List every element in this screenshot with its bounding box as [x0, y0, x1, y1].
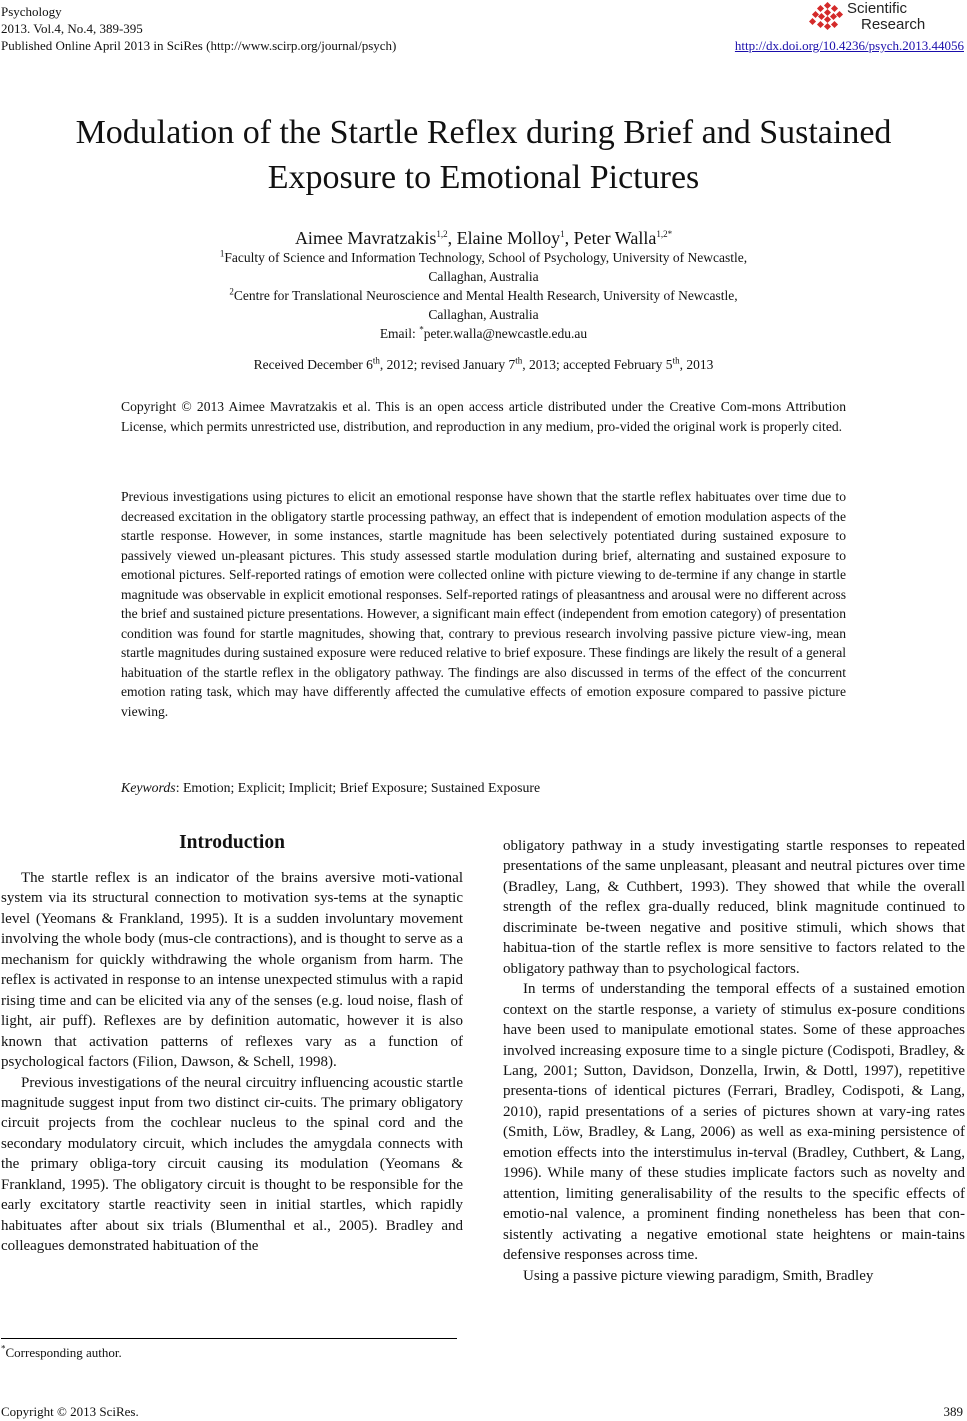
copyright-notice: Copyright © 2013 Aimee Mavratzakis et al. This is an open access article distributed under the Creative Com-mons Attribution License, which permits unrestricted use, distribution, and reproduction in any medium, pro-vided the original work is properly cited.: [121, 399, 846, 434]
email-label: Email:: [379, 326, 420, 341]
received-part-3: , 2013; accepted February 5: [522, 357, 673, 372]
page-number: 389: [943, 1404, 963, 1419]
intro-paragraph-1: The startle reflex is an indicator of the brains aversive moti-vational system via its structural connection to motivation sys-tems at the synaptic level (Yeomans & Frankland, 1995). It is a sudden involuntary movement involving the whole body (mus-cle contractions), and is thought to serve as a mechanism for quickly withdrawing the whole organism from harm. The reflex is activated in response to an intense unexpected stimulus with a rapid rising time and can be elicited via any of the senses (e.g. loud noise, flash of light, air puff). Reflexes are by definition automatic, however it is also known that activation patterns of reflexes vary as a function of psychological factors (Filion, Dawson, & Schell, 1998).: [1, 870, 463, 1071]
title-line-1: Modulation of the Startle Reflex during Brief and Sustained: [75, 114, 892, 151]
received-part-2: , 2012; revised January 7: [379, 357, 516, 372]
footnote-text: Corresponding author.: [5, 1345, 122, 1360]
logo-text-2: Research: [861, 16, 926, 33]
affiliation-2-line-2: Callaghan, Australia: [428, 307, 539, 322]
received-sup-1: th: [372, 355, 380, 366]
keywords-label: Keywords: [121, 780, 176, 795]
right-paragraph-3: Using a passive picture viewing paradigm, Smith, Bradley: [523, 1267, 874, 1284]
affiliation-1-line-2: Callaghan, Australia: [428, 269, 539, 284]
right-column: [503, 836, 965, 1286]
author-3-sup: 1,2*: [656, 229, 673, 239]
affiliation-1-sup: 1: [219, 248, 225, 259]
footer-copyright: Copyright © 2013 SciRes.: [1, 1404, 139, 1419]
received-sup-2: th: [515, 355, 523, 366]
abstract-text: Previous investigations using pictures to elicit an emotional response have shown that the startle reflex habituates over time due to decreased excitation in the obligatory startle processing pathway, an effect that is independent of emotion modulation aspects of the startle response. However, in some instances, startle magnitude has been selectively potentiated during sustained exposure to passively viewed un-pleasant pictures. This study assessed startle modulation during brief, alternating and sustained exposure to emotional pictures. Self-reported ratings of emotion were collected online with picture viewing to de-termine if any change in startle magnitude was observable in explicit emotional responses. Self-reported ratings of pleasantness and arousal were no different across the brief and sustained picture presentations. However, a significant main effect (independent from emotion category) of presentation condition was found for startle magnitudes, showing that, contrary to previous research involving passive picture view-ing, mean startle magnitudes during sustained exposure were reduced relative to brief exposure. These findings are likely the result of a general habituation of the startle reflex in the obligatory pathway. The findings are also discussed in terms of the effect of the concurrent emotion rating task, which may have differently affected the cumulative effects of emotion exposure compared to passive picture viewing.: [121, 489, 846, 719]
received-part-1: Received December 6: [253, 357, 373, 372]
author-2: , Elaine Molloy: [447, 228, 561, 248]
journal-volume: 2013. Vol.4, No.4, 389-395: [1, 21, 143, 36]
affiliation-2-text: Centre for Translational Neuroscience and Mental Health Research, University of Newcastle,: [233, 288, 738, 303]
doi-link[interactable]: http://dx.doi.org/10.4236/psych.2013.44056: [734, 38, 964, 53]
email-sup: *: [419, 324, 424, 335]
affiliation-2-line-1: [0, 286, 967, 305]
affiliation-1-text: Faculty of Science and Information Technology, School of Psychology, University of Newcastle,: [224, 250, 748, 265]
footnote: [1, 1345, 122, 1361]
intro-paragraph-2: Previous investigations of the neural circuitry influencing acoustic startle magnitude suggest input from two distinct cir-cuits. The primary obligatory circuit projects from the cochlear nucleus to the spinal cord and the secondary modulatory circuit, which includes the amygdala connects with the primary obliga-tory circuit causing its modulation (Yeomans & Frankland, 1995). The obligatory circuit is thought to be responsible for the early excitatory startle reactivity seen in initial startles, which rapidly habituates after about six trials (Blumenthal et al., 2005). Bradley and colleagues demonstrated habituation of the: [1, 1074, 463, 1255]
affiliation-2-sup: 2: [229, 286, 234, 297]
author-1: Aimee Mavratzakis: [294, 228, 437, 248]
journal-name: Psychology: [1, 4, 62, 19]
title-line-2: Exposure to Emotional Pictures: [267, 159, 700, 196]
author-list: [0, 226, 967, 250]
keywords-text: : Emotion; Explicit; Implicit; Brief Exposure; Sustained Exposure: [175, 780, 541, 795]
author-2-sup: 1: [560, 229, 565, 239]
logo-text-1: Scientific: [847, 0, 908, 17]
right-paragraph-1: obligatory pathway in a study investigating startle responses to repeated presentations of the same unpleasant, pleasant and neutral pictures over time (Bradley, Lang, & Cuthbert, 1993). They showed that while the overall strength of the reflex gra-dually reduced, blink magnitude continued to discriminate be-tween negative and positive stimuli, which shows that habitua-tion of the startle reflex is more sensitive to factors related to the obligatory pathway than to psychological factors.: [503, 838, 965, 977]
left-column: [1, 868, 463, 1257]
email-address[interactable]: peter.walla@newcastle.edu.au: [423, 326, 588, 341]
publication-info: Published Online April 2013 in SciRes (http://www.scirp.org/journal/psych): [1, 38, 397, 53]
received-part-4: , 2013: [679, 357, 714, 372]
received-sup-3: th: [672, 355, 680, 366]
email-line: [0, 324, 967, 343]
affiliation-1-line-1: [0, 248, 967, 267]
author-3: , Peter Walla: [564, 228, 657, 248]
paper-title: [0, 110, 967, 200]
keywords-line: [121, 780, 540, 796]
section-heading-introduction: Introduction: [179, 832, 285, 853]
author-1-sup: 1,2: [436, 229, 448, 239]
right-paragraph-2: In terms of understanding the temporal effects of a sustained emotion context on the startle response, a variety of stimulus ex-posure conditions have been used to manipulate emotional states. Some of these approaches involved increasing exposure time to a single picture (Codispoti, Bradley, & Lang, 2001; Sutton, Davidson, Donzella, Irwin, & Dottl, 1997), repetitive presenta-tions of identical pictures (Ferrari, Bradley, Codispoti, & Lang, 2010), rapid presentations of a series of pictures shown at vary-ing rates (Smith, Löw, Bradley, & Lang, 2006) as well as exa-mining persistence of emotion effects into the interstimulus in-terval (Bradley, Cuthbert, & Lang, 1996). While many of these studies implicate factors such as novelty and attention, limiting generalisability of the results to the specific effects of emotio-nal valence, a prominent finding nonetheless has been that con-sistently activating a negative emotional state heightens or main-tains defensive responses across time.: [503, 981, 965, 1264]
received-dates: [0, 357, 967, 373]
footnote-sup: *: [1, 1343, 6, 1354]
logo-icon: [809, 2, 845, 36]
scientific-research-logo: [809, 0, 959, 40]
footnote-rule: [1, 1338, 457, 1339]
